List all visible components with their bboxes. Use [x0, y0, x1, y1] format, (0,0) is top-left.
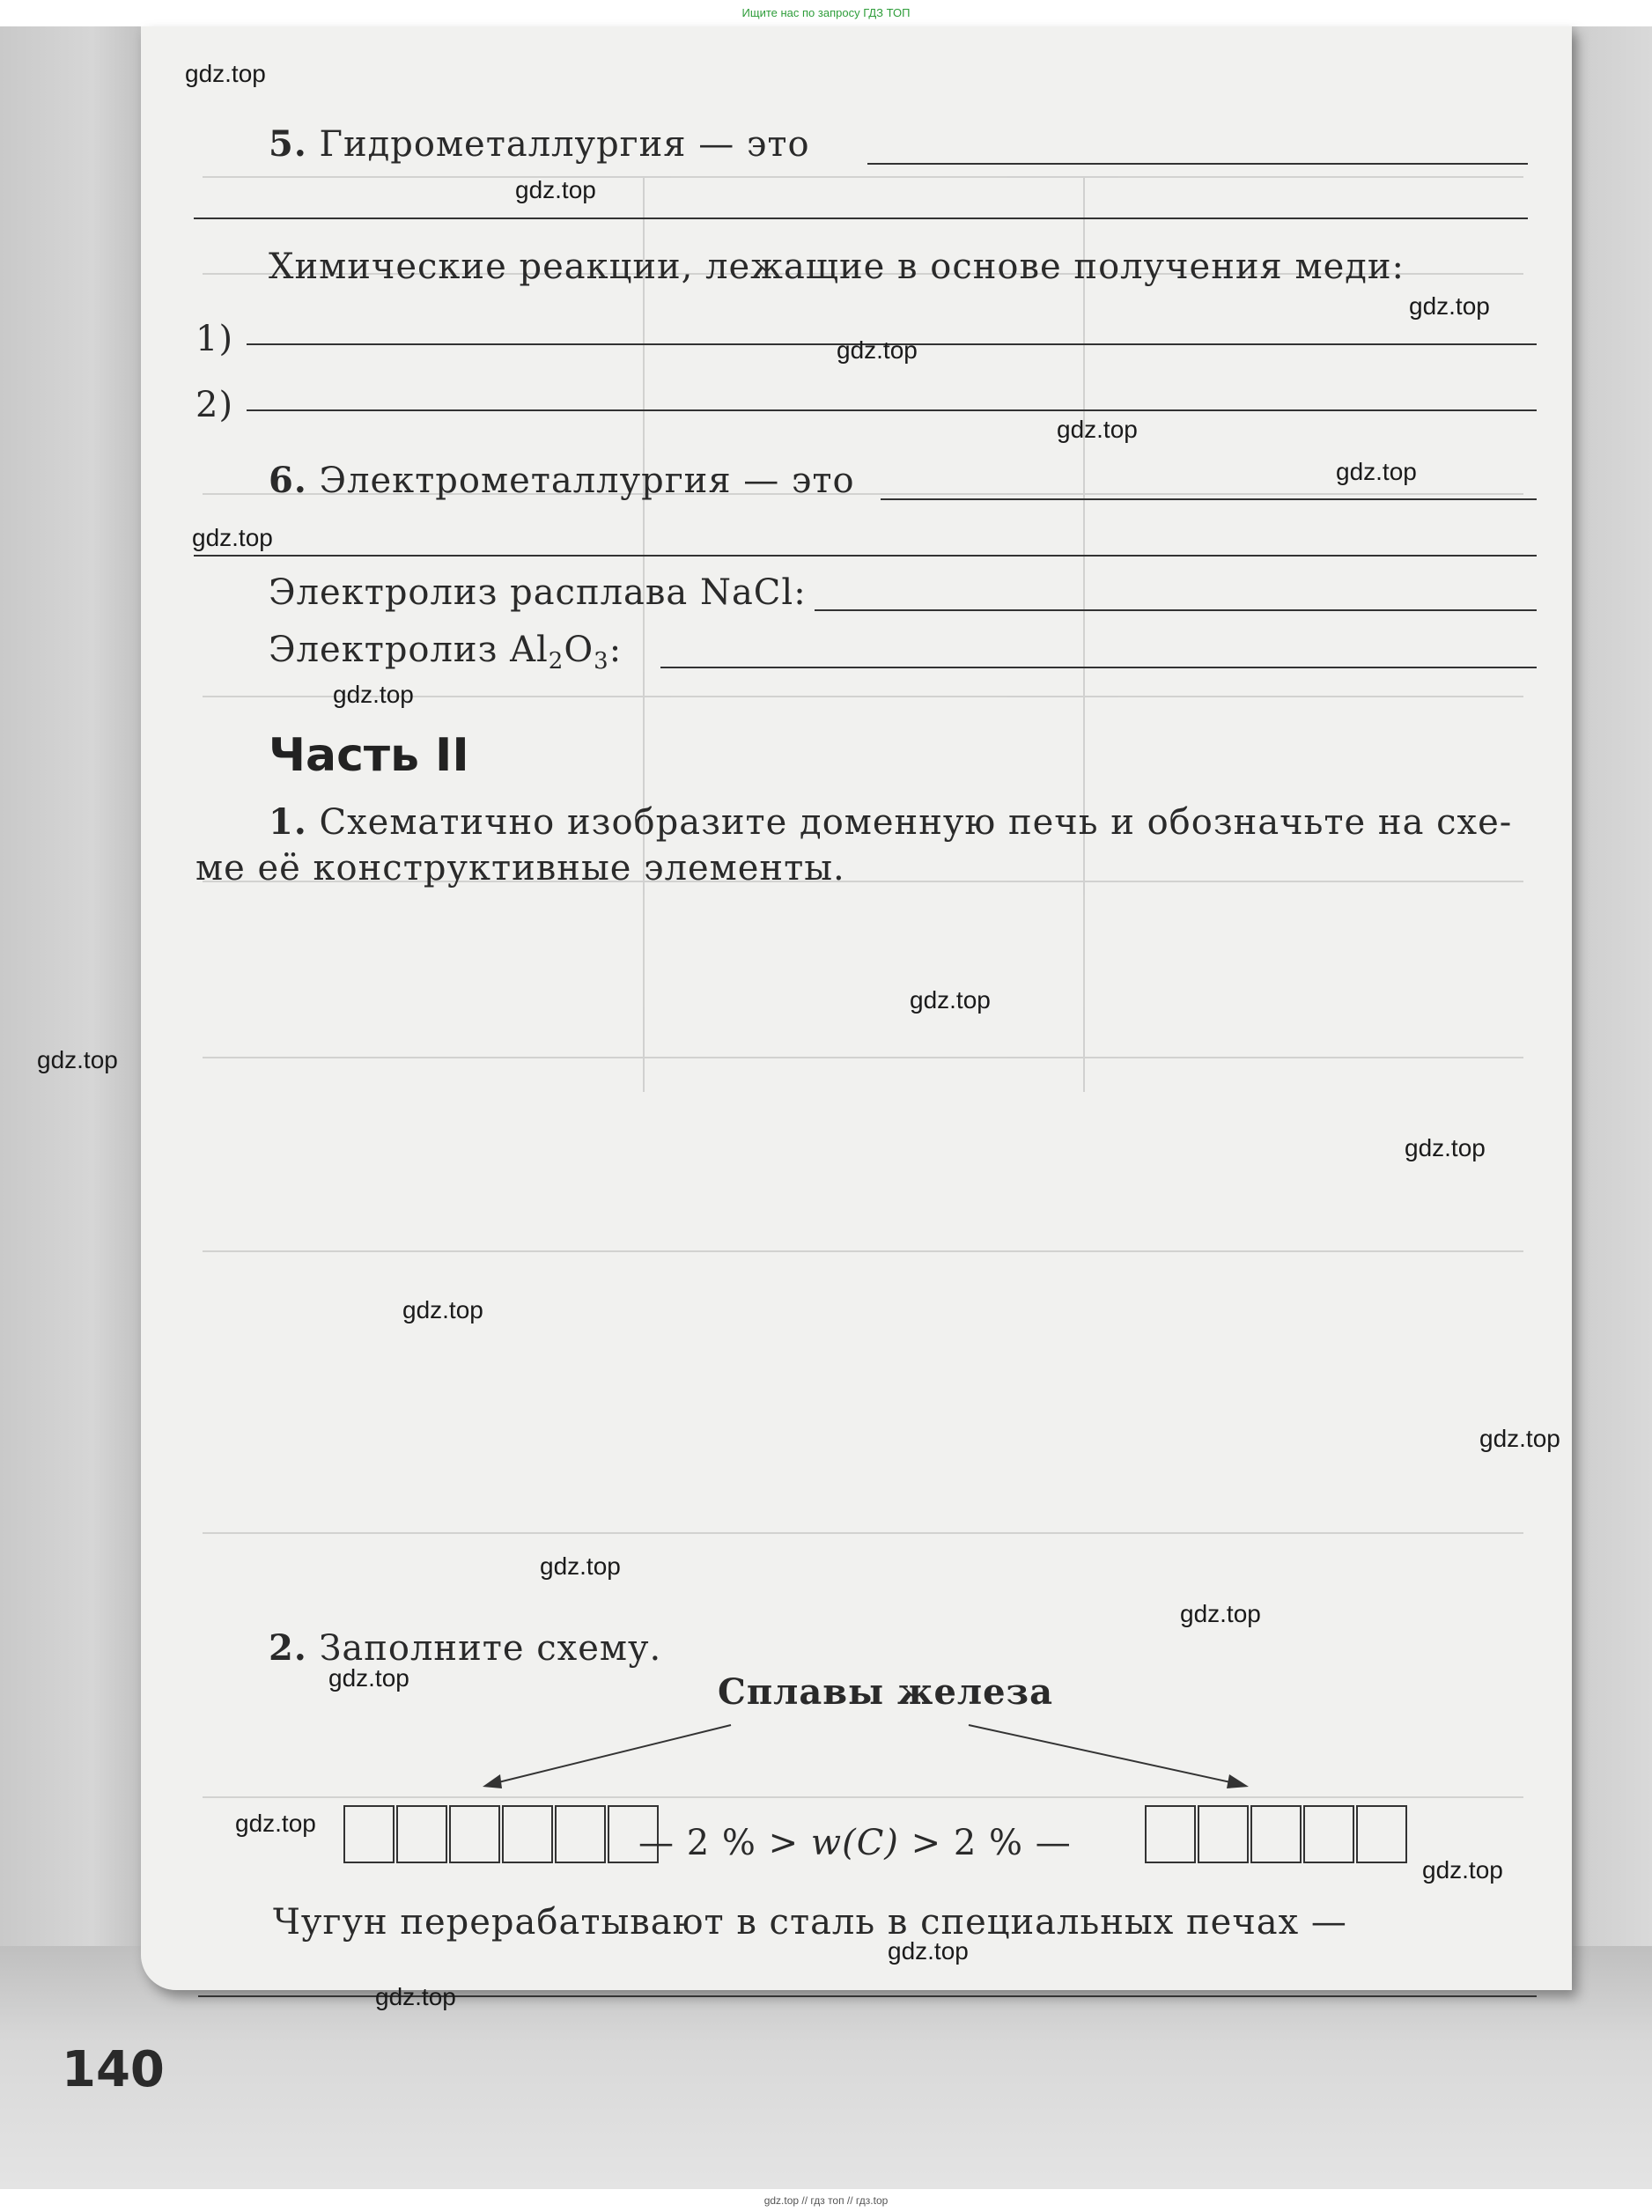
al2o3-subscript-1: 2: [548, 648, 564, 675]
watermark[interactable]: gdz.top: [192, 524, 273, 551]
letter-box[interactable]: [1356, 1805, 1407, 1863]
letter-box[interactable]: [396, 1805, 447, 1863]
watermark[interactable]: gdz.top: [1479, 1425, 1560, 1452]
scheme-right-condition: > 2 % —: [911, 1823, 1072, 1863]
al2o3-mid: O: [564, 630, 594, 670]
answer-line-nacl[interactable]: [815, 609, 1537, 611]
letter-box[interactable]: [1198, 1805, 1249, 1863]
watermark[interactable]: gdz.top: [37, 1046, 118, 1073]
al2o3-subscript-2: 3: [594, 648, 609, 675]
bottom-banner[interactable]: gdz.top // гдз топ // гдз.top: [0, 2189, 1652, 2212]
letter-box[interactable]: [1303, 1805, 1354, 1863]
answer-line-copper-2[interactable]: [247, 409, 1537, 411]
watermark[interactable]: gdz.top: [402, 1296, 483, 1324]
watermark[interactable]: gdz.top: [1409, 292, 1490, 320]
scheme-left-condition: — 2 % >: [638, 1823, 800, 1863]
al2o3-suffix: :: [608, 630, 623, 670]
scheme-condition: [638, 1823, 1072, 1863]
copper-reactions-label: Химические реакции, лежащие в основе получения меди:: [269, 247, 1405, 287]
drawing-area-blast-furnace[interactable]: [195, 907, 1534, 1594]
watermark[interactable]: gdz.top: [910, 986, 991, 1014]
part2-question-2-text: Заполните схему.: [319, 1628, 662, 1669]
nacl-electrolysis-label: Электролиз расплава NaCl:: [269, 572, 807, 613]
scheme-arrows: [476, 1722, 1268, 1792]
question-5: [269, 123, 810, 165]
watermark[interactable]: gdz.top: [1180, 1600, 1261, 1627]
page-number: 140: [62, 2041, 165, 2098]
answer-line-q5-1[interactable]: [867, 163, 1528, 165]
part2-question-1-number: 1.: [269, 801, 307, 843]
watermark[interactable]: gdz.top: [1405, 1134, 1486, 1161]
watermark[interactable]: gdz.top: [185, 60, 266, 87]
part-2-heading: Часть II: [269, 729, 469, 782]
part2-question-1-line1: [269, 801, 1512, 843]
question-6: [269, 460, 855, 501]
watermark[interactable]: gdz.top: [515, 176, 596, 203]
letter-box[interactable]: [449, 1805, 500, 1863]
arrow-left-icon: [495, 1725, 731, 1783]
part2-question-2: [269, 1627, 661, 1669]
answer-line-al2o3[interactable]: [660, 667, 1537, 668]
arrow-right-icon: [969, 1725, 1235, 1783]
question-6-text: Электрометаллургия — это: [319, 461, 855, 501]
letter-box[interactable]: [1145, 1805, 1196, 1863]
watermark[interactable]: gdz.top: [837, 336, 918, 364]
watermark[interactable]: gdz.top: [1057, 416, 1138, 443]
answer-boxes-left[interactable]: [343, 1805, 659, 1863]
al2o3-prefix: Электролиз Al: [269, 630, 549, 670]
watermark[interactable]: gdz.top: [1422, 1856, 1503, 1884]
letter-box[interactable]: [555, 1805, 606, 1863]
watermark[interactable]: gdz.top: [328, 1664, 409, 1692]
question-6-number: 6.: [269, 460, 307, 501]
watermark[interactable]: gdz.top: [888, 1937, 969, 1965]
item-1-label: 1): [195, 319, 234, 359]
scheme-title: Сплавы железа: [718, 1671, 1053, 1713]
answer-boxes-right[interactable]: [1145, 1805, 1407, 1863]
answer-line-q6-1[interactable]: [881, 498, 1537, 500]
top-banner[interactable]: Ищите нас по запросу ГДЗ ТОП: [0, 0, 1652, 26]
watermark[interactable]: gdz.top: [375, 1983, 456, 2010]
answer-line-q5-2[interactable]: [194, 218, 1528, 219]
letter-box[interactable]: [1250, 1805, 1302, 1863]
watermark[interactable]: gdz.top: [1336, 458, 1417, 485]
letter-box[interactable]: [502, 1805, 553, 1863]
part2-question-1-line2: ме её конструктивные элементы.: [195, 848, 845, 888]
question-5-text: Гидрометаллургия — это: [319, 124, 810, 165]
background-left: [0, 26, 154, 2189]
watermark[interactable]: gdz.top: [333, 681, 414, 708]
al2o3-electrolysis-label: [269, 630, 622, 675]
item-2-label: 2): [195, 385, 234, 425]
letter-box[interactable]: [343, 1805, 395, 1863]
question-5-number: 5.: [269, 123, 307, 165]
cast-iron-to-steel-text: Чугун перерабатывают в сталь в специальных печах —: [273, 1902, 1347, 1943]
answer-line-q6-2[interactable]: [194, 555, 1537, 557]
part2-question-1-text: Схематично изобразите доменную печь и обозначьте на схе-: [319, 802, 1513, 843]
scheme-carbon-fraction: w(C): [810, 1823, 899, 1863]
watermark[interactable]: gdz.top: [540, 1552, 621, 1580]
watermark[interactable]: gdz.top: [235, 1810, 316, 1837]
part2-question-2-number: 2.: [269, 1627, 307, 1669]
